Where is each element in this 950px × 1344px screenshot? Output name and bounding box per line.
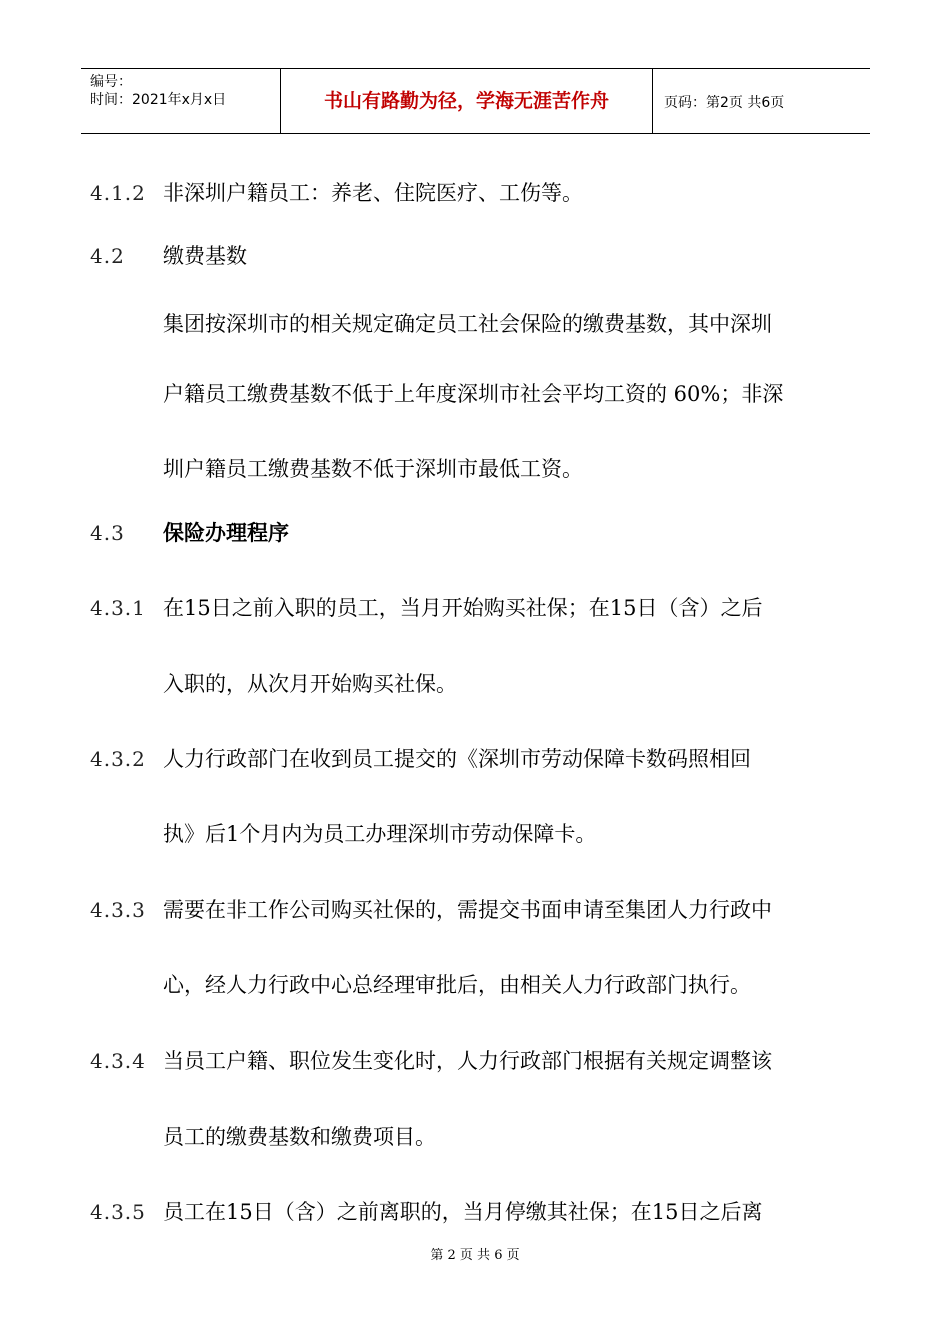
paragraph-text: 圳户籍员工缴费基数不低于深圳市最低工资。 bbox=[163, 457, 583, 481]
header-motto: 书山有路勤为径，学海无涯苦作舟 bbox=[323, 90, 609, 112]
header-divider-right bbox=[652, 69, 653, 133]
paragraph-text: 执》后1个月内为员工办理深圳市劳动保障卡。 bbox=[163, 822, 597, 846]
section-number: 4.3.3 bbox=[90, 898, 146, 922]
paragraph-text: 集团按深圳市的相关规定确定员工社会保险的缴费基数，其中深圳 bbox=[163, 312, 772, 336]
section-number: 4.3.2 bbox=[90, 747, 146, 771]
section-title: 保险办理程序 bbox=[163, 520, 289, 545]
paragraph-text: 当员工户籍、职位发生变化时，人力行政部门根据有关规定调整该 bbox=[163, 1049, 772, 1073]
document-header bbox=[81, 68, 870, 134]
paragraph-text: 户籍员工缴费基数不低于上年度深圳市社会平均工资的 60%；非深 bbox=[163, 382, 784, 406]
paragraph-text: 人力行政部门在收到员工提交的《深圳市劳动保障卡数码照相回 bbox=[163, 747, 751, 771]
section-number: 4.1.2 bbox=[90, 181, 146, 205]
section-number: 4.3 bbox=[90, 521, 125, 545]
section-number: 4.2 bbox=[90, 244, 125, 268]
paragraph-text: 入职的，从次月开始购买社保。 bbox=[163, 672, 457, 696]
section-title: 缴费基数 bbox=[163, 244, 247, 268]
document-number-label: 编号： bbox=[90, 74, 132, 90]
paragraph-text: 心，经人力行政中心总经理审批后，由相关人力行政部门执行。 bbox=[163, 973, 751, 997]
paragraph-text: 非深圳户籍员工：养老、住院医疗、工伤等。 bbox=[163, 181, 583, 205]
paragraph-text: 员工在15日（含）之前离职的，当月停缴其社保；在15日之后离 bbox=[163, 1200, 763, 1224]
section-number: 4.3.1 bbox=[90, 596, 146, 620]
header-meta bbox=[90, 73, 226, 109]
section-number: 4.3.5 bbox=[90, 1200, 146, 1224]
page-footer: 第 2 页 共 6 页 bbox=[430, 1248, 520, 1263]
section-number: 4.3.4 bbox=[90, 1049, 146, 1073]
header-page-info: 页码：第2页 共6页 bbox=[664, 95, 785, 111]
paragraph-text: 员工的缴费基数和缴费项目。 bbox=[163, 1125, 436, 1149]
document-time-label: 时间：2021年x月x日 bbox=[90, 92, 227, 108]
paragraph-text: 在15日之前入职的员工，当月开始购买社保；在15日（含）之后 bbox=[163, 596, 763, 620]
paragraph-text: 需要在非工作公司购买社保的，需提交书面申请至集团人力行政中 bbox=[163, 898, 772, 922]
